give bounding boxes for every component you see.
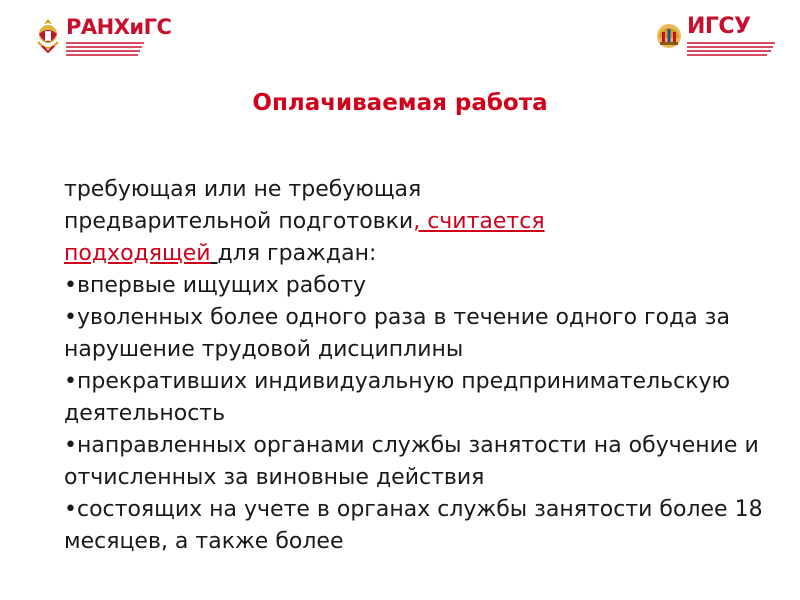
ranepa-logo-subtitle: [66, 40, 171, 56]
slide-content: [64, 174, 764, 558]
underlined-space: [211, 241, 218, 266]
ranepa-emblem-icon: [34, 16, 62, 56]
igsu-logo-text: ИГСУ: [687, 14, 751, 39]
text-fragment: предварительной подготовки: [64, 209, 414, 234]
igsu-logo: [655, 16, 775, 56]
slide-title: Оплачиваемая работа: [252, 90, 548, 116]
text-line: требующая или не требующая: [64, 177, 422, 202]
highlighted-text: , считается: [413, 209, 545, 234]
igsu-logo-subtitle: [687, 40, 775, 56]
ranepa-logo-text: РАНХиГС: [66, 15, 172, 39]
highlighted-text: подходящей: [64, 241, 211, 266]
text-line: [64, 206, 764, 238]
ranepa-logo: [34, 16, 171, 56]
bullet-item: •прекративших индивидуальную предпринимательскую деятельность: [64, 369, 731, 426]
igsu-emblem-icon: [655, 16, 683, 56]
bullet-item: •уволенных более одного раза в течение одного года за нарушение трудовой дисциплины: [64, 305, 730, 362]
bullet-item: •состоящих на учете в органах службы занятости более 18 месяцев, а также более: [64, 497, 763, 554]
bullet-item: •направленных органами службы занятости на обучение и отчисленных за виновные действия: [64, 433, 759, 490]
text-fragment: для граждан:: [217, 241, 377, 266]
text-line: [64, 238, 764, 270]
bullet-item: •впервые ищущих работу: [64, 273, 367, 298]
